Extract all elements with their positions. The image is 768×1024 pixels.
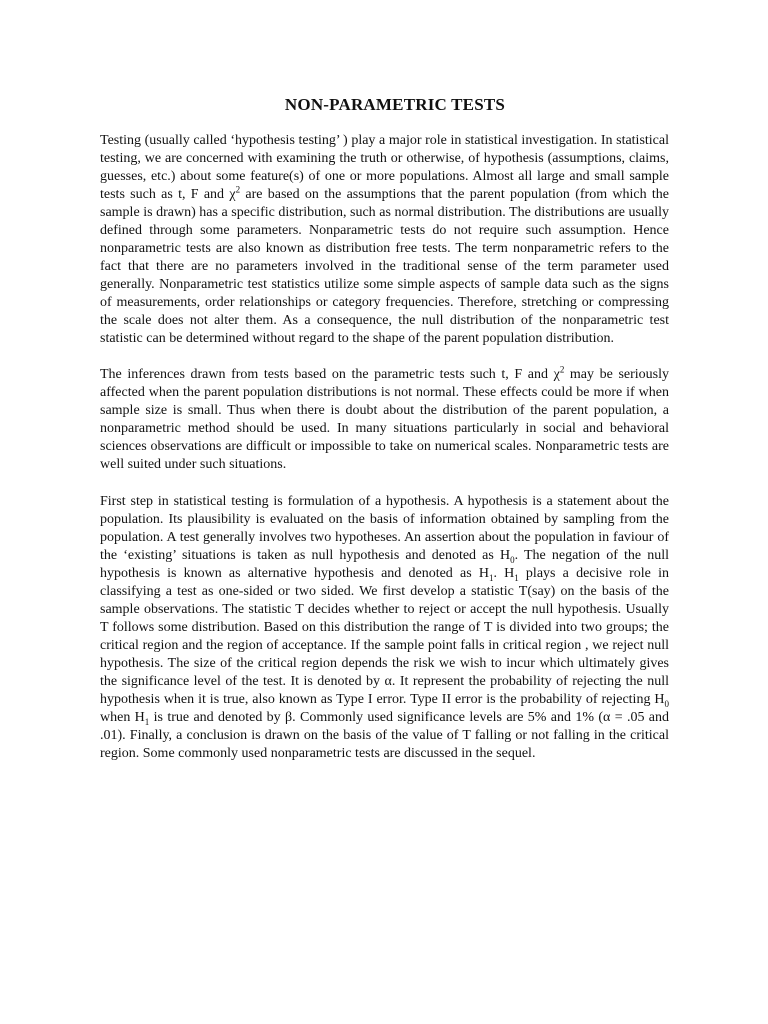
superscript: 2: [235, 184, 241, 195]
text-segment: The inferences drawn from tests based on the parametric tests such t, F and χ: [100, 367, 560, 382]
text-segment: may be seriously affected when the parent population distributions is not normal. These effects could be more if when sample size is small. Thus when there is doubt about the distribution of the parent population, a nonparametric method should be used. In many situations particularly in social and behavioral sciences observations are difficult or impossible to take on numerical scales. Nonparametric tests are well suited under such situations.: [100, 367, 669, 472]
subscript: 1: [488, 572, 494, 583]
paragraph-intro: [100, 132, 669, 348]
document-title: NON-PARAMETRIC TESTS: [284, 95, 506, 114]
subscript: 0: [664, 698, 669, 709]
document-body: [100, 132, 669, 782]
text-segment: are based on the assumptions that the parent population (from which the sample is drawn) has a specific distribution, such as normal distribution. The distributions are usually defined through some parameters. Nonparametric tests do not require such assumption. Hence nonparametric tests are also known as distribution free tests. The term nonparametric refers to the fact that there are no parameters involved in the traditional sense of the term parameter used generally. Nonparametric test statistics utilize some simple aspects of sample data such as the signs of measurements, order relationships or category frequencies. Therefore, stretching or compressing the scale does not alter them. As a consequence, the null distribution of the nonparametric test statistic can be determined without regard to the shape of the parent population distribution.: [100, 187, 669, 346]
superscript: 2: [559, 364, 565, 375]
paragraph-hypothesis-testing: [100, 493, 669, 763]
text-segment: First step in statistical testing is formulation of a hypothesis. A hypothesis is a statement about the population. Its plausibility is evaluated on the basis of information obtained by sampling from the population. A test generally involves two hypotheses. An assertion about the population in faviour of the ‘existing’ situations is taken as null hypothesis and denoted as H: [100, 494, 669, 563]
text-segment: plays a decisive role in classifying a test as one-sided or two sided. We first develop a statistic T(say) on the basis of the sample observations. The statistic T decides whether to reject or accept the null hypothesis. Usually T follows some distribution. Based on this distribution the range of T is divided into two groups; the critical region and the region of acceptance. If the sample point falls in critical region , we reject null hypothesis. The size of the critical region depends the risk we wish to incur which ultimately gives the significance level of the test. It is denoted by α. It represent the probability of rejecting the null hypothesis when it is true, also known as Type I error. Type II error is the probability of rejecting H: [100, 566, 669, 707]
text-segment: Testing (usually called ‘hypothesis testing’ ) play a major role in statistical investigation. In statistical testing, we are concerned with examining the truth or otherwise, of hypothesis (assumptions, claims, guesses, etc.) about some feature(s) of one or more populations. Almost all large and small sample tests such as t, F and χ: [100, 133, 669, 202]
subscript: 1: [144, 716, 150, 727]
text-segment: when H: [100, 710, 145, 725]
subscript: 1: [514, 572, 519, 583]
subscript: 0: [510, 554, 515, 565]
text-segment: . The negation of the null hypothesis is known as alternative hypothesis and denoted as H: [100, 548, 669, 581]
text-segment: . H: [493, 566, 515, 581]
paragraph-parametric-effects: [100, 366, 669, 474]
text-segment: is true and denoted by β. Commonly used significance levels are 5% and 1% (α = .05 and .01). Finally, a conclusion is drawn on the basis of the value of T falling or not falling in the critical region. Some commonly used nonparametric tests are discussed in the sequel.: [100, 710, 670, 761]
